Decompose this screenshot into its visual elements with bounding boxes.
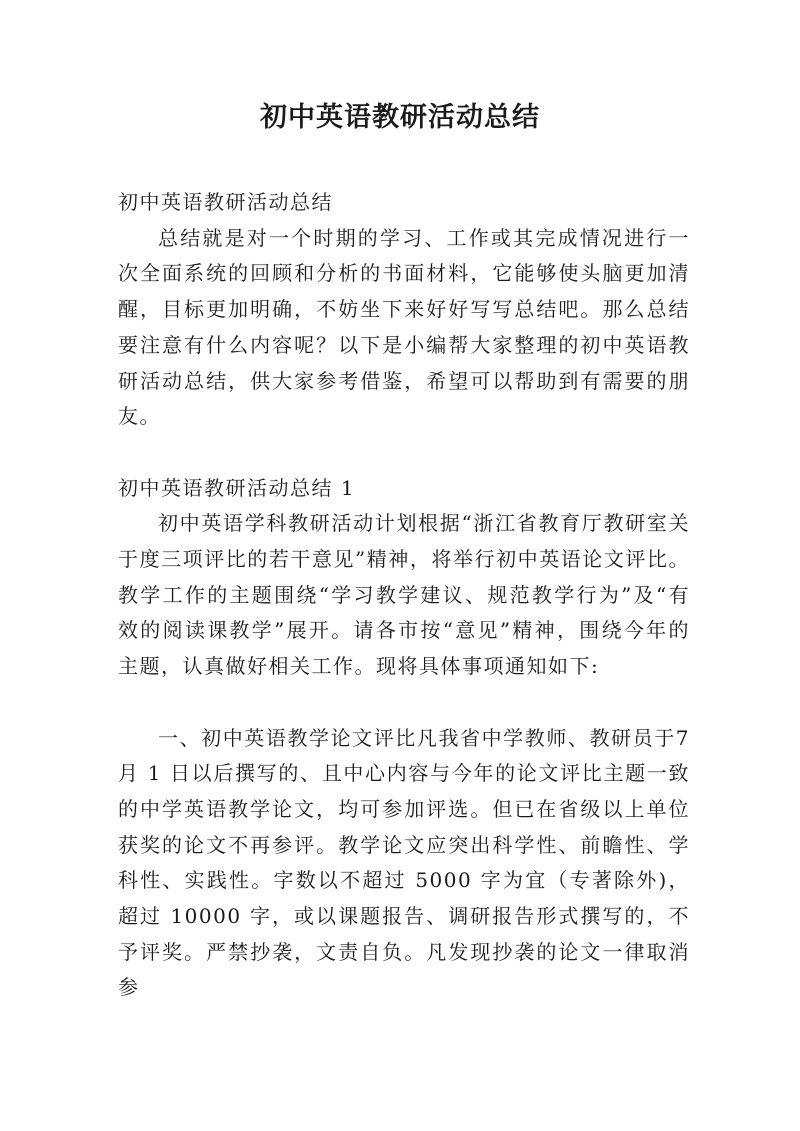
section-1-heading: 初中英语教研活动总结 1 (118, 475, 356, 500)
paragraph-spacer (118, 685, 690, 721)
section-1-paragraph: 初中英语学科教研活动计划根据“浙江省教育厅教研室关于度三项评比的若干意见”精神，将举行初中英语论文评比。教学工作的主题围绕“学习教学建议、规范教学行为”及“有效的阅读课教学”展开。请各市按“意见”精神，围绕今年的主题，认真做好相关工作。现将具体事项通知如下: (118, 511, 690, 679)
intro-heading: 初中英语教研活动总结 (118, 190, 333, 214)
section-1-item-1: 一、初中英语教学论文评比凡我省中学教师、教研员于7 月 1 日以后撰写的、且中心内容与今年的论文评比主题一致的中学英语教学论文，均可参加评选。但已在省级以上单位获奖的论文不再参评。教学论文应突出科学性、前瞻性、学科性、实践性。字数以不超过 5000 字为宜（专著除外)，超过 10000 字，或以课题报告、调研报告形式撰写的，不予评奖。严禁抄袭，文责自负。凡发现抄袭的论文一律取消参 (118, 725, 690, 1000)
paragraph-spacer (118, 435, 690, 471)
document-body (118, 185, 690, 1006)
document-title: 初中英语教研活动总结 (260, 102, 540, 133)
intro-paragraph: 总结就是对一个时期的学习、工作或其完成情况进行一次全面系统的回顾和分析的书面材料，它能够使头脑更加清醒，目标更加明确，不妨坐下来好好写写总结吧。那么总结要注意有什么内容呢？以下是小编帮大家整理的初中英语教研活动总结，供大家参考借鉴，希望可以帮助到有需要的朋友。 (118, 225, 690, 429)
